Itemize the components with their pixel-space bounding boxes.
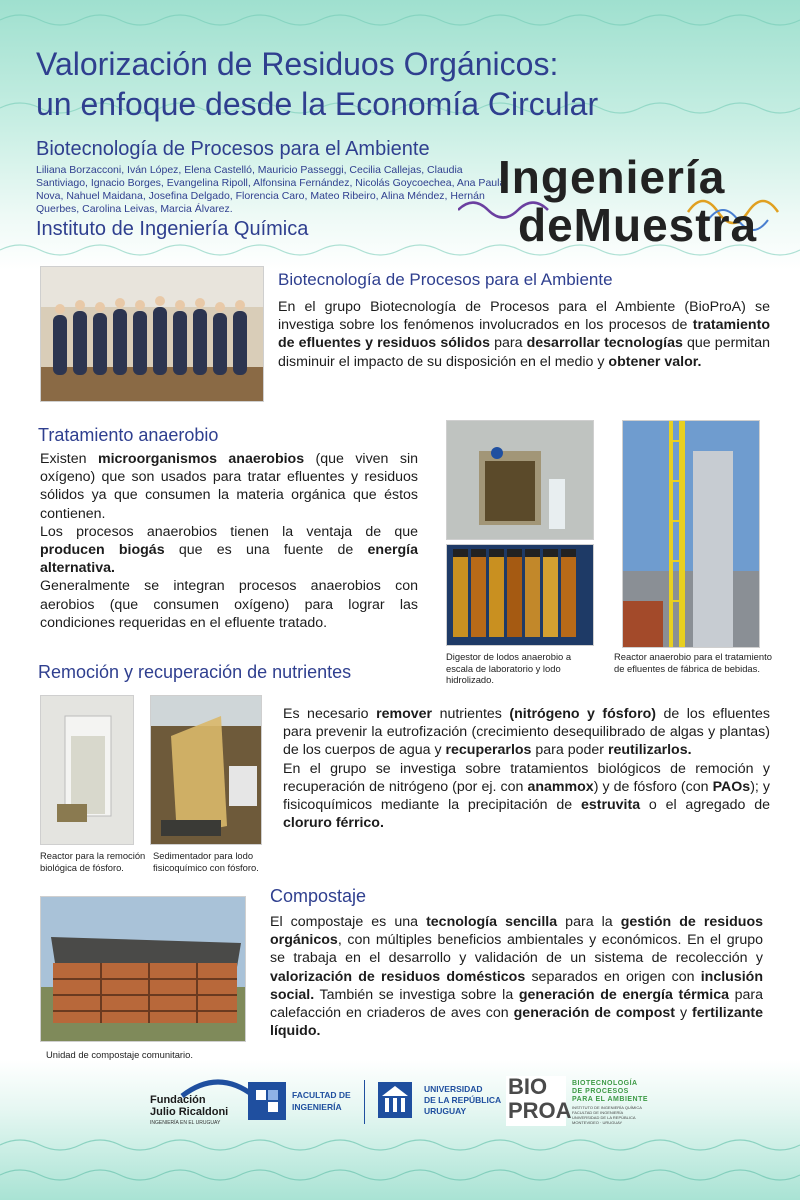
digester-caption: Digestor de lodos anaerobio a escala de laboratorio y lodo hidrolizado.: [446, 651, 572, 685]
intro-heading: Biotecnología de Procesos para el Ambiente: [278, 270, 613, 289]
footer-divider: [364, 1080, 365, 1124]
bio-word: BIO: [508, 1074, 548, 1099]
nutrientes-heading: Remoción y recuperación de nutrientes: [38, 662, 352, 682]
sludge-tubes-photo: [446, 544, 594, 646]
udelar-logo: [378, 1082, 508, 1122]
fjr-line-2: Julio Ricaldoni: [150, 1106, 229, 1118]
title-line-1: Valorización de Residuos Orgánicos:: [36, 46, 559, 82]
fjr-line-3: INGENIERÍA EN EL URUGUAY: [150, 1120, 221, 1126]
udelar-line-2: DE LA REPÚBLICA: [424, 1095, 502, 1105]
logo-word-2: deMuestra: [518, 199, 758, 251]
authors-list: Liliana Borzacconi, Iván López, Elena Castelló, Mauricio Passeggi, Cecilia Callejas, Claudia Santiviago, Ignacio Borges, Evangelina Ripoll, Alfonsina Fernández, Nicolás Goycoechea, Ana Paula Nova, Nahuel Maidana, Josefina Delgado, Florencia Caro, Mateo Ribeiro, Alina Méndez, Hernán Querbes, Carolina Leivas, Marcia Álvarez.: [36, 164, 506, 215]
udelar-line-1: UNIVERSIDAD: [424, 1084, 483, 1094]
reactor-caption: Reactor anaerobio para el tratamiento de efluentes de fábrica de bebidas.: [614, 651, 772, 674]
logo-word-1: Ingeniería: [498, 151, 726, 203]
anaerobic-reactor-photo: [622, 420, 760, 648]
phosphorus-reactor-caption: Reactor para la remoción biológica de fósforo.: [40, 850, 146, 873]
bp-line-5: FACULTAD DE INGENIERÍA: [572, 1110, 624, 1115]
fundacion-ricaldoni-logo: [150, 1074, 260, 1132]
footer-wave-pattern: [0, 1130, 800, 1200]
anaerobio-paragraph: Existen microorganismos anaerobios (que viven sin oxígeno) que son usados para tratar efluentes y residuos sólidos ya que consumen la materia orgánica que éstos contienen. Los procesos anaerobios tienen la ventaja de que producen biogás que es una fuente de energía alternativa. Generalmente se integran procesos anaerobios con aerobios (que consumen oxígeno) para lograr las condiciones requeridas en el efluente tratado.: [40, 451, 419, 631]
fing-line-1: FACULTAD DE: [292, 1090, 351, 1100]
compostaje-heading: Compostaje: [270, 886, 367, 906]
bp-line-4: INSTITUTO DE INGENIERÍA QUÍMICA: [572, 1105, 642, 1110]
title-line-2: un enfoque desde la Economía Circular: [36, 86, 599, 122]
ingenieria-demuestra-logo: [458, 150, 788, 260]
fjr-line-1: Fundación: [150, 1094, 206, 1106]
proa-word: PROA: [508, 1098, 572, 1123]
poster-title: [36, 44, 598, 124]
bp-line-1: BIOTECNOLOGÍA: [572, 1080, 638, 1087]
fing-line-2: INGENIERÍA: [292, 1102, 342, 1112]
compostaje-paragraph: El compostaje es una tecnología sencilla para la gestión de residuos orgánicos, con múltiples beneficios ambientales y económicos. En el grupo se trabaja en el desarrollo y validación de un sistema de recolección y valorización de residuos domésticos separados en origen con inclusión social. También se investiga sobre la generación de energía térmica para calefacción en criaderos de aves con generación de compost y fertilizante líquido.: [270, 914, 764, 1040]
lab-digester-photo: [446, 420, 594, 540]
anaerobio-heading: Tratamiento anaerobio: [38, 425, 219, 445]
facultad-ingenieria-logo: [248, 1082, 358, 1122]
phosphorus-reactor-photo: [40, 695, 134, 845]
bp-line-3: PARA EL AMBIENTE: [572, 1096, 649, 1103]
compost-unit-photo: [40, 896, 246, 1042]
nutrientes-paragraph: Es necesario remover nutrientes (nitrógeno y fósforo) de los efluentes para prevenir la eutrofización (crecimiento desequilibrado de algas y plantas) de los cuerpos de agua y recuperarlos para poder reutilizarlos. En el grupo se investiga sobre tratamientos biológicos de remoción y recuperación de nitrógeno (por ej. con anammox) y de fósforo (con PAOs); y fisicoquímicos mediante la precipitación de estruvita o el agregado de cloruro férrico.: [283, 706, 771, 832]
group-photo: [40, 266, 264, 402]
sedimentador-caption: Sedimentador para lodo fisicoquímico con fósforo.: [153, 850, 259, 873]
udelar-line-3: URUGUAY: [424, 1106, 467, 1116]
udelar-building-icon: [378, 1082, 412, 1118]
bp-line-7: MONTEVIDEO · URUGUAY: [572, 1120, 623, 1125]
group-subtitle: Biotecnología de Procesos para el Ambiente: [36, 138, 430, 160]
fing-emblem-icon: [248, 1082, 286, 1120]
bp-line-2: DE PROCESOS: [572, 1088, 629, 1095]
sedimentador-photo: [150, 695, 262, 845]
bioproa-logo: [506, 1076, 662, 1128]
intro-paragraph: En el grupo Biotecnología de Procesos para el Ambiente (BioProA) se investiga sobre los fenómenos involucrados en los procesos de tratamiento de efluentes y residuos sólidos para desarrollar tecnologías que permitan disminuir el impacto de su disposición en el medio y obtener valor.: [278, 299, 770, 370]
bp-line-6: UNIVERSIDAD DE LA REPÚBLICA: [572, 1115, 636, 1120]
compost-caption: Unidad de compostaje comunitario.: [46, 1049, 193, 1060]
institute-name: Instituto de Ingeniería Química: [36, 218, 309, 240]
